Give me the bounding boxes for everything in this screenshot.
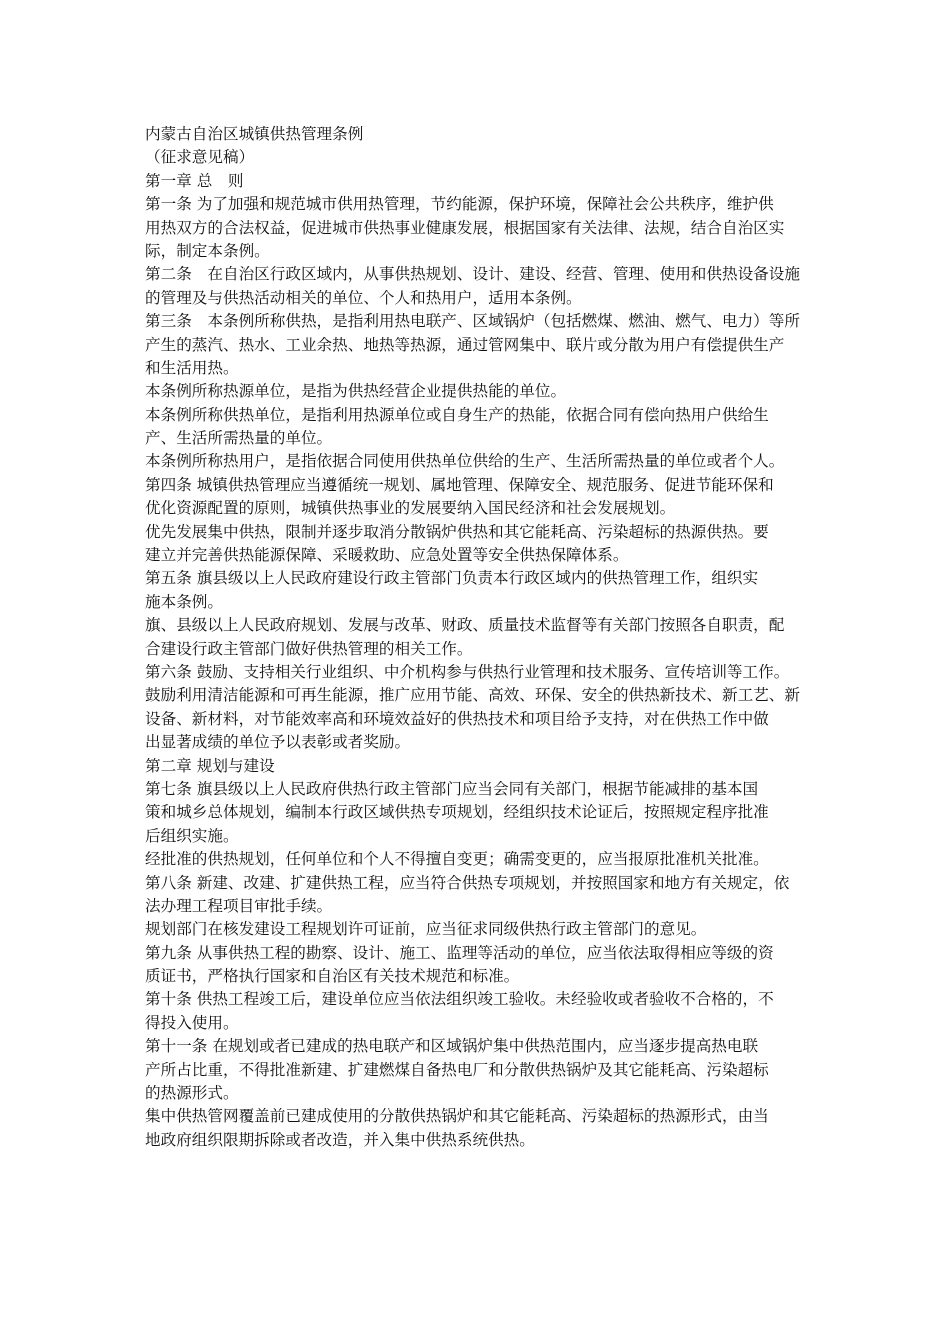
text-line: 本条例所称供热单位，是指利用热源单位或自身生产的热能，依据合同有偿向热用户供给生 xyxy=(145,405,769,424)
text-line: 第十条 供热工程竣工后，建设单位应当依法组织竣工验收。未经验收或者验收不合格的，不 xyxy=(145,990,774,1009)
text-line: 际，制定本条例。 xyxy=(145,241,270,260)
text-line: 的管理及与供热活动相关的单位、个人和热用户，适用本条例。 xyxy=(145,288,582,307)
text-line: 第八条 新建、改建、扩建供热工程，应当符合供热专项规划，并按照国家和地方有关规定，依 xyxy=(145,873,790,892)
text-line: 法办理工程项目审批手续。 xyxy=(145,896,333,915)
text-line: 第三条 本条例所称供热，是指利用热电联产、区域锅炉（包括燃煤、燃油、燃气、电力）等所 xyxy=(145,312,800,331)
text-line: 施本条例。 xyxy=(145,592,223,611)
document-subtitle: （征求意见稿） xyxy=(145,148,255,167)
text-line: 和生活用热。 xyxy=(145,358,239,377)
text-line: 第一条 为了加强和规范城市供用热管理，节约能源，保护环境，保障社会公共秩序，维护供 xyxy=(145,195,774,214)
text-line: 第九条 从事供热工程的勘察、设计、施工、监理等活动的单位，应当依法取得相应等级的资 xyxy=(145,943,774,962)
text-line: 优化资源配置的原则，城镇供热事业的发展要纳入国民经济和社会发展规划。 xyxy=(145,499,676,518)
text-line: 出显著成绩的单位予以表彰或者奖励。 xyxy=(145,733,411,752)
text-line: 建立并完善供热能源保障、采暖救助、应急处置等安全供热保障体系。 xyxy=(145,546,629,565)
document-body xyxy=(145,123,815,1152)
text-line: 用热双方的合法权益，促进城市供热事业健康发展，根据国家有关法律、法规，结合自治区实 xyxy=(145,218,785,237)
text-line: 第四条 城镇供热管理应当遵循统一规划、属地管理、保障安全、规范服务、促进节能环保和 xyxy=(145,475,774,494)
text-line: 第二条 在自治区行政区域内，从事供热规划、设计、建设、经营、管理、使用和供热设备设施 xyxy=(145,265,800,284)
text-line: 本条例所称热用户，是指依据合同使用供热单位供给的生产、生活所需热量的单位或者个人。 xyxy=(145,452,785,471)
text-line: 得投入使用。 xyxy=(145,1013,239,1032)
text-line: 本条例所称热源单位，是指为供热经营企业提供热能的单位。 xyxy=(145,382,567,401)
text-line: 产、生活所需热量的单位。 xyxy=(145,429,333,448)
text-line: 后组织实施。 xyxy=(145,826,239,845)
text-line: 第十一条 在规划或者已建成的热电联产和区域锅炉集中供热范围内，应当逐步提高热电联 xyxy=(145,1037,759,1056)
text-line: 质证书，严格执行国家和自治区有关技术规范和标准。 xyxy=(145,967,520,986)
text-line: 旗、县级以上人民政府规划、发展与改革、财政、质量技术监督等有关部门按照各自职责，配 xyxy=(145,616,785,635)
text-line: 策和城乡总体规划，编制本行政区域供热专项规划，经组织技术论证后，按照规定程序批准 xyxy=(145,803,769,822)
text-line: 设备、新材料，对节能效率高和环境效益好的供热技术和项目给予支持，对在供热工作中做 xyxy=(145,709,769,728)
text-line: 规划部门在核发建设工程规划许可证前，应当征求同级供热行政主管部门的意见。 xyxy=(145,920,707,939)
text-line: 第六条 鼓励、支持相关行业组织、中介机构参与供热行业管理和技术服务、宣传培训等工作。 xyxy=(145,662,790,681)
document-title: 内蒙古自治区城镇供热管理条例 xyxy=(145,125,364,143)
chapter-heading: 第一章 总 则 xyxy=(145,171,244,190)
text-line: 产所占比重，不得批准新建、扩建燃煤自备热电厂和分散供热锅炉及其它能耗高、污染超标 xyxy=(145,1060,769,1079)
text-line: 第七条 旗县级以上人民政府供热行政主管部门应当会同有关部门，根据节能减排的基本国 xyxy=(145,779,759,798)
chapter-heading: 第二章 规划与建设 xyxy=(145,756,275,775)
text-line: 集中供热管网覆盖前已建成使用的分散供热锅炉和其它能耗高、污染超标的热源形式，由当 xyxy=(145,1107,769,1126)
text-line: 合建设行政主管部门做好供热管理的相关工作。 xyxy=(145,639,473,658)
text-line: 第五条 旗县级以上人民政府建设行政主管部门负责本行政区域内的供热管理工作，组织实 xyxy=(145,569,759,588)
text-line: 经批准的供热规划，任何单位和个人不得擅自变更；确需变更的，应当报原批准机关批准。 xyxy=(145,850,769,869)
text-line: 优先发展集中供热，限制并逐步取消分散锅炉供热和其它能耗高、污染超标的热源供热。要 xyxy=(145,522,769,541)
text-line: 产生的蒸汽、热水、工业余热、地热等热源，通过管网集中、联片或分散为用户有偿提供生产 xyxy=(145,335,785,354)
text-line: 地政府组织限期拆除或者改造，并入集中供热系统供热。 xyxy=(145,1130,535,1149)
text-line: 鼓励利用清洁能源和可再生能源，推广应用节能、高效、环保、安全的供热新技术、新工艺、新 xyxy=(145,686,800,705)
text-line: 的热源形式。 xyxy=(145,1084,239,1103)
